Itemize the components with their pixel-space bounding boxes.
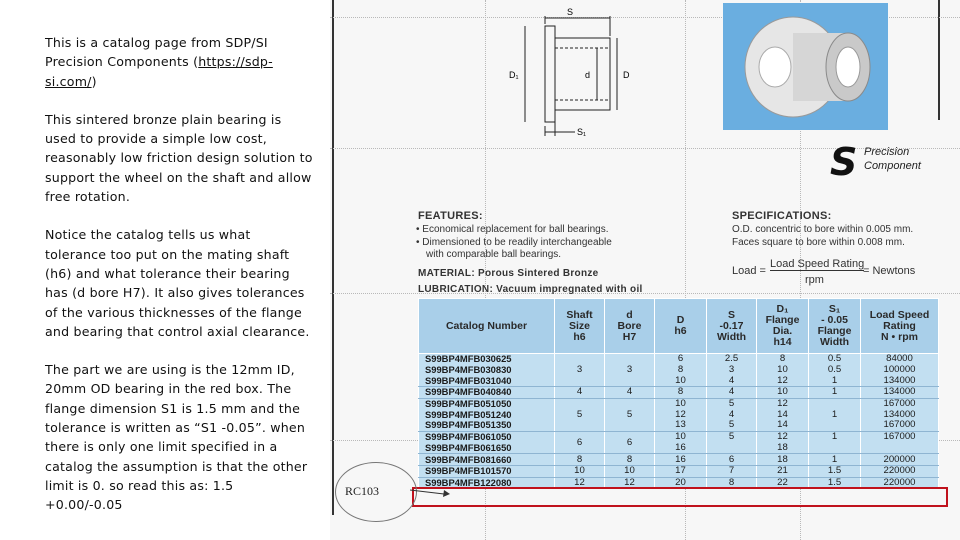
flange-dia-cell: 18 — [757, 454, 809, 466]
width-cell: 7 — [707, 465, 757, 477]
catalog-number-cell: S99BP4MFB051050 — [419, 398, 555, 409]
catalog-number-cell: S99BP4MFB030830 — [419, 365, 555, 376]
dim-label-d1: D₁ — [509, 70, 519, 80]
column-header-line: Flange — [817, 325, 852, 337]
shaft-size-cell: 10 — [555, 465, 605, 477]
flange-dia-cell: 21 — [757, 465, 809, 477]
od-cell: 10 — [655, 431, 707, 442]
feature-item: • Economical replacement for ball bearings. — [416, 224, 609, 235]
width-cell: 3 — [707, 365, 757, 376]
catalog-number-cell: S99BP4MFB030625 — [419, 354, 555, 365]
column-header-line: h6 — [573, 330, 586, 343]
column-header — [555, 299, 605, 354]
table-body — [419, 354, 939, 489]
flange-dia-cell: 10 — [757, 365, 809, 376]
spec-line: O.D. concentric to bore within 0.005 mm. — [732, 224, 914, 235]
flange-dia-cell: 8 — [757, 354, 809, 365]
width-cell — [707, 443, 757, 454]
column-header-line: -0.17 — [719, 319, 744, 332]
flange-dia-cell: 14 — [757, 409, 809, 420]
flange-width-cell: 1 — [809, 409, 861, 420]
flange-width-cell — [809, 420, 861, 431]
column-header-line: d — [626, 308, 633, 321]
catalog-number-cell: S99BP4MFB031040 — [419, 375, 555, 386]
catalog-number-cell: S99BP4MFB101570 — [419, 465, 555, 477]
table-row — [419, 398, 939, 409]
column-header-line: D — [676, 314, 685, 326]
shaft-size-cell: 4 — [555, 387, 605, 399]
flange-dia-cell: 22 — [757, 477, 809, 489]
flange-width-cell: 1 — [809, 387, 861, 399]
load-rating-cell: 220000 — [861, 465, 939, 477]
shaft-size-cell: 8 — [555, 454, 605, 466]
bore-cell: 3 — [605, 354, 655, 387]
flange-dia-cell: 14 — [757, 420, 809, 431]
flange-width-cell — [809, 443, 861, 454]
column-header-line: N • rpm — [881, 330, 918, 343]
column-header-line: S₁ — [828, 303, 841, 315]
catalog-table-wrap — [418, 298, 938, 489]
bore-cell: 12 — [605, 477, 655, 489]
width-cell: 5 — [707, 420, 757, 431]
column-header-line: Catalog Number — [445, 319, 528, 332]
catalog-number-cell: S99BP4MFB051240 — [419, 409, 555, 420]
features-heading: FEATURES: — [418, 210, 483, 222]
flange-width-cell: 1 — [809, 454, 861, 466]
column-header-line: D₁ — [776, 303, 789, 315]
bearing-photo — [723, 3, 888, 130]
bore-cell: 5 — [605, 398, 655, 431]
load-rating-cell — [861, 443, 939, 454]
od-cell: 17 — [655, 465, 707, 477]
load-rating-cell: 84000 — [861, 354, 939, 365]
load-formula-prefix: Load = — [732, 265, 766, 277]
bore-cell: 8 — [605, 454, 655, 466]
column-header — [757, 299, 809, 354]
column-header-line: Width — [716, 330, 747, 343]
flange-dia-cell: 18 — [757, 443, 809, 454]
width-cell: 5 — [707, 431, 757, 442]
od-cell: 20 — [655, 477, 707, 489]
column-header — [861, 299, 939, 354]
page-edge-line-right — [938, 0, 940, 120]
table-row — [419, 387, 939, 399]
logo-text-precision: Precision — [864, 146, 910, 158]
column-header-line: - 0.05 — [821, 314, 848, 326]
callout-label: RC103 — [345, 484, 380, 498]
width-cell: 4 — [707, 375, 757, 386]
width-cell: 4 — [707, 387, 757, 399]
width-cell: 2.5 — [707, 354, 757, 365]
note-part-selection: The part we are using is the 12mm ID, 20mm OD bearing in the red box. The flange dimension S1 is 1.5 mm and the tolerance is written as “S1 -0.05”. when there is only one limit specified in a catalog the assumption is that the other limit is 0. so read this as: 1.5 +0.00/-0.05 — [45, 362, 308, 513]
od-cell: 10 — [655, 398, 707, 409]
column-header-line: Shaft — [566, 308, 593, 321]
table-row — [419, 354, 939, 365]
catalog-number-cell: S99BP4MFB081660 — [419, 454, 555, 466]
od-cell: 6 — [655, 354, 707, 365]
table-row — [419, 375, 939, 386]
table-row — [419, 465, 939, 477]
width-cell: 6 — [707, 454, 757, 466]
column-header-line: Size — [568, 319, 590, 332]
flange-width-cell: 1.5 — [809, 477, 861, 489]
selected-part-highlight — [412, 487, 948, 507]
od-cell: 13 — [655, 420, 707, 431]
catalog-number-cell: S99BP4MFB040840 — [419, 387, 555, 399]
column-header-line: Flange — [765, 314, 800, 326]
width-cell: 8 — [707, 477, 757, 489]
table-header-row — [419, 299, 939, 354]
dim-label-bore: d — [585, 70, 591, 80]
column-header — [605, 299, 655, 354]
od-cell: 10 — [655, 375, 707, 386]
column-header-line: Load Speed — [869, 308, 930, 321]
note-intro-close: ) — [91, 73, 97, 89]
od-cell: 8 — [655, 387, 707, 399]
spec-line: Faces square to bore within 0.008 mm. — [732, 237, 905, 248]
width-cell: 4 — [707, 409, 757, 420]
flange-width-cell: 1.5 — [809, 465, 861, 477]
column-header-line: Rating — [883, 319, 916, 332]
note-tolerances: Notice the catalog tells us what tolerance too put on the mating shaft (h6) and what tolerance their bearing has (d bore H7). It also gives tolerances of the various thicknesses of the flange and bearing that control axial clearance. — [45, 227, 310, 339]
feature-item: with comparable ball bearings. — [426, 249, 562, 260]
catalog-table — [418, 298, 939, 489]
column-header — [655, 299, 707, 354]
shaft-size-cell: 12 — [555, 477, 605, 489]
column-header-line: H7 — [622, 330, 637, 343]
callout-arrow-icon — [410, 486, 450, 500]
feature-item: • Dimensioned to be readily interchangeable — [416, 237, 612, 248]
catalog-page-image — [330, 0, 960, 540]
column-header-line: Dia. — [772, 325, 793, 337]
dim-label-s1: S₁ — [577, 127, 587, 137]
load-rating-cell: 134000 — [861, 387, 939, 399]
column-header-line: Bore — [617, 319, 642, 332]
note-intro-text: This is a catalog page from SDP/SI Precision Components ( — [45, 35, 268, 70]
lubrication-line: LUBRICATION: Vacuum impregnated with oil — [418, 284, 643, 295]
catalog-number-cell: S99BP4MFB061050 — [419, 431, 555, 442]
shaft-size-cell: 3 — [555, 354, 605, 387]
sdp-si-logo — [830, 140, 930, 185]
bore-cell: 6 — [605, 431, 655, 453]
column-header — [707, 299, 757, 354]
bore-cell: 4 — [605, 387, 655, 399]
load-rating-cell: 167000 — [861, 431, 939, 442]
catalog-number-cell: S99BP4MFB051350 — [419, 420, 555, 431]
column-header — [419, 299, 555, 354]
load-formula-denominator: rpm — [805, 274, 824, 286]
flange-width-cell — [809, 398, 861, 409]
note-bearing-purpose: This sintered bronze plain bearing is used to provide a simple low cost, reasonably low friction design solution to support the wheel on the shaft and allow free rotation. — [45, 111, 313, 205]
od-cell: 12 — [655, 409, 707, 420]
dim-label-s: S — [567, 7, 574, 17]
flange-dia-cell: 12 — [757, 398, 809, 409]
bearing-drawing — [505, 4, 655, 139]
note-intro — [45, 33, 315, 91]
specifications-heading: SPECIFICATIONS: — [732, 210, 832, 222]
od-cell: 16 — [655, 443, 707, 454]
page-edge-line — [332, 0, 334, 515]
column-header-line: Width — [819, 336, 850, 348]
table-row — [419, 443, 939, 454]
flange-dia-cell: 10 — [757, 387, 809, 399]
table-row — [419, 454, 939, 466]
table-row — [419, 431, 939, 442]
load-rating-cell: 134000 — [861, 375, 939, 386]
column-header — [809, 299, 861, 354]
flange-width-cell: 1 — [809, 431, 861, 442]
material-line: MATERIAL: Porous Sintered Bronze — [418, 268, 599, 279]
flange-width-cell: 0.5 — [809, 365, 861, 376]
flange-width-cell: 1 — [809, 375, 861, 386]
load-rating-cell: 167000 — [861, 420, 939, 431]
table-row — [419, 365, 939, 376]
od-cell: 16 — [655, 454, 707, 466]
catalog-number-cell: S99BP4MFB061650 — [419, 443, 555, 454]
catalog-number-cell: S99BP4MFB122080 — [419, 477, 555, 489]
flange-dia-cell: 12 — [757, 375, 809, 386]
load-rating-cell: 200000 — [861, 454, 939, 466]
column-header-line: h14 — [773, 336, 792, 348]
shaft-size-cell: 6 — [555, 431, 605, 453]
column-header-line: S — [727, 308, 735, 321]
dim-label-od: D — [623, 70, 630, 80]
shaft-size-cell: 5 — [555, 398, 605, 431]
load-formula-suffix: = Newtons — [863, 265, 916, 277]
logo-text-component: Component — [864, 160, 921, 172]
table-row — [419, 420, 939, 431]
column-header-line: h6 — [674, 325, 687, 337]
bore-cell: 10 — [605, 465, 655, 477]
logo-mark: S — [830, 140, 858, 184]
flange-width-cell: 0.5 — [809, 354, 861, 365]
load-rating-cell: 100000 — [861, 365, 939, 376]
load-formula-numerator: Load Speed Rating — [770, 258, 865, 270]
load-rating-cell: 220000 — [861, 477, 939, 489]
notes-panel — [45, 33, 315, 534]
od-cell: 8 — [655, 365, 707, 376]
load-rating-cell: 167000 — [861, 398, 939, 409]
sdp-si-link[interactable]: https://sdp-si.com/ — [45, 54, 273, 89]
flange-dia-cell: 12 — [757, 431, 809, 442]
load-rating-cell: 134000 — [861, 409, 939, 420]
width-cell: 5 — [707, 398, 757, 409]
